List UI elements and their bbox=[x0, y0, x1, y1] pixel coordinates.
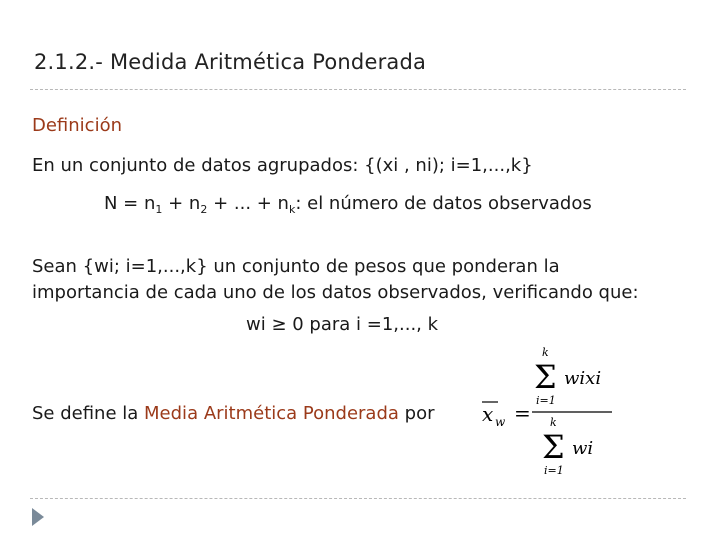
weights-condition: wi ≥ 0 para i =1,..., k bbox=[246, 314, 439, 335]
denominator-sigma: Σ bbox=[542, 428, 565, 466]
weights-line-2: importancia de cada uno de los datos observados, verificando que: bbox=[32, 282, 639, 303]
denominator-sum-lower: i=1 bbox=[544, 464, 564, 477]
n-part-c: + ... + n bbox=[207, 193, 289, 214]
total-count-line bbox=[104, 193, 592, 216]
section-heading: Definición bbox=[32, 115, 122, 136]
n-part-d: : el número de datos observados bbox=[295, 193, 592, 214]
triangle-bullet-icon bbox=[32, 508, 44, 526]
subscript-1: 1 bbox=[155, 203, 163, 216]
bottom-divider bbox=[30, 498, 686, 499]
weights-line-1: Sean {wi; i=1,...,k} un conjunto de pesos que ponderan la bbox=[32, 256, 560, 277]
denominator-sum-upper: k bbox=[550, 416, 557, 429]
definition-pre: Se define la bbox=[32, 403, 145, 424]
definition-post: por bbox=[398, 403, 435, 424]
definition-term: Media Aritmética Ponderada bbox=[144, 403, 399, 424]
definition-line bbox=[32, 403, 435, 424]
top-divider bbox=[30, 89, 686, 90]
xbar-symbol: x bbox=[482, 402, 494, 426]
n-part-b: + n bbox=[162, 193, 201, 214]
subscript-2: 2 bbox=[200, 203, 208, 216]
n-part-a: N = n bbox=[104, 193, 156, 214]
subscript-k: k bbox=[288, 203, 296, 216]
numerator-term: wixi bbox=[564, 368, 602, 389]
grouped-data-line: En un conjunto de datos agrupados: {(xi , ni); i=1,...,k} bbox=[32, 155, 533, 176]
numerator-sigma: Σ bbox=[534, 358, 557, 396]
numerator-sum-lower: i=1 bbox=[536, 394, 556, 407]
numerator-sum-upper: k bbox=[542, 346, 549, 359]
equals-sign: = bbox=[514, 401, 531, 425]
xbar-subscript: w bbox=[495, 415, 506, 429]
weighted-mean-formula bbox=[476, 344, 616, 480]
denominator-term: wi bbox=[572, 438, 594, 459]
slide-title: 2.1.2.- Medida Aritmética Ponderada bbox=[34, 50, 427, 74]
